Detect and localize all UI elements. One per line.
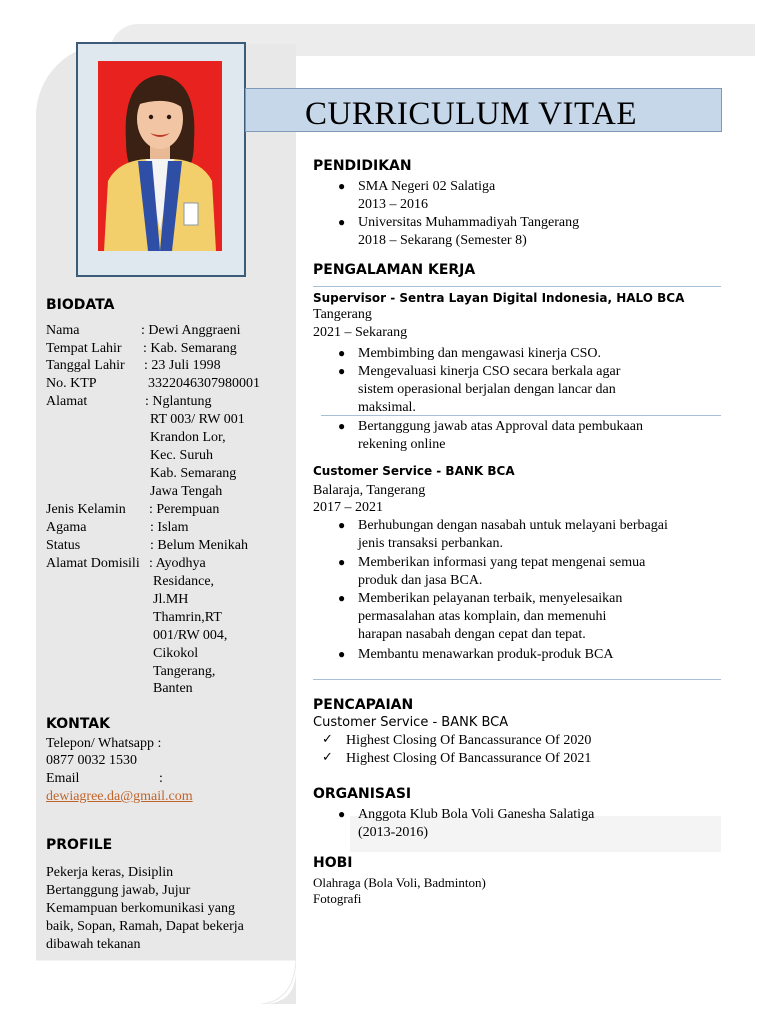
biodata-label: Nama <box>46 323 80 338</box>
bullet-icon: ● <box>338 346 346 360</box>
profile-line: Pekerja keras, Disiplin <box>46 865 174 880</box>
biodata-value: : 23 Juli 1998 <box>144 358 221 373</box>
bullet-icon: ● <box>338 518 346 532</box>
biodata-value: : Islam <box>150 520 189 535</box>
pencapaian-heading: PENCAPAIAN <box>313 697 414 713</box>
check-icon: ✓ <box>322 731 333 746</box>
job-duty: Bertanggung jawab atas Approval data pembukaan <box>358 419 643 434</box>
bullet-icon: ● <box>338 179 346 193</box>
achievement-item: Highest Closing Of Bancassurance Of 2020 <box>346 733 592 748</box>
school-years: 2013 – 2016 <box>358 197 428 212</box>
biodata-label: Tanggal Lahir <box>46 358 125 373</box>
job-duty: Membimbing dan mengawasi kinerja CSO. <box>358 346 602 361</box>
address-line: Kec. Suruh <box>150 448 213 463</box>
check-icon: ✓ <box>322 749 333 764</box>
biodata-label: No. KTP <box>46 376 97 391</box>
address-line: RT 003/ RW 001 <box>150 412 245 427</box>
address-line: Jawa Tengah <box>150 484 223 499</box>
school-name: Universitas Muhammadiyah Tangerang <box>358 215 580 230</box>
job-duty: Memberikan pelayanan terbaik, menyelesaikan <box>358 591 623 606</box>
divider <box>321 415 721 416</box>
domicile-line: 001/RW 004, <box>153 628 228 643</box>
job-period: 2017 – 2021 <box>313 500 383 515</box>
hobby-line: Fotografi <box>313 891 362 906</box>
profile-line: baik, Sopan, Ramah, Dapat bekerja <box>46 919 244 934</box>
domicile-line: Thamrin,RT <box>153 610 222 625</box>
job-period: 2021 – Sekarang <box>313 325 408 340</box>
hobby-line: Olahraga (Bola Voli, Badminton) <box>313 875 486 890</box>
biodata-value: : Ayodhya <box>149 556 206 571</box>
divider <box>313 286 721 287</box>
bullet-icon: ● <box>338 419 346 433</box>
school-years: 2018 – Sekarang (Semester 8) <box>358 233 527 248</box>
job-duty: jenis transaksi perbankan. <box>358 536 504 551</box>
domicile-line: Jl.MH <box>153 592 189 607</box>
biodata-value: : Kab. Semarang <box>143 341 237 356</box>
school-name: SMA Negeri 02 Salatiga <box>358 179 496 194</box>
biodata-label: Status <box>46 538 81 553</box>
biodata-label: Tempat Lahir <box>46 341 122 356</box>
biodata-heading: BIODATA <box>46 297 115 313</box>
phone-label: Telepon/ Whatsapp : <box>46 736 162 751</box>
address-line: Kab. Semarang <box>150 466 237 481</box>
biodata-value: : Dewi Anggraeni <box>141 323 241 338</box>
job-title: Customer Service - BANK BCA <box>313 464 515 478</box>
email-link[interactable]: dewiagree.da@gmail.com <box>46 789 193 804</box>
organization-line: (2013-2016) <box>358 825 428 840</box>
job-duty: Membantu menawarkan produk-produk BCA <box>358 647 614 662</box>
organisasi-heading: ORGANISASI <box>313 786 412 802</box>
biodata-label: Jenis Kelamin <box>46 502 126 517</box>
job-duty: Mengevaluasi kinerja CSO secara berkala agar <box>358 364 621 379</box>
biodata-label: Alamat <box>46 394 88 409</box>
domicile-line: Residance, <box>153 574 215 589</box>
job-duty: permasalahan atas komplain, dan memenuhi <box>358 609 607 624</box>
hobi-heading: HOBI <box>313 855 353 871</box>
job-duty: Berhubungan dengan nasabah untuk melayani berbagai <box>358 518 668 533</box>
bullet-icon: ● <box>338 215 346 229</box>
job-title: Supervisor - Sentra Layan Digital Indonesia, HALO BCA <box>313 291 685 305</box>
biodata-label: Alamat Domisili <box>46 556 140 571</box>
pendidikan-heading: PENDIDIKAN <box>313 158 412 174</box>
divider <box>313 679 721 680</box>
email-label: Email <box>46 771 80 786</box>
email-colon: : <box>159 771 163 786</box>
job-duty: maksimal. <box>358 400 416 415</box>
kontak-heading: KONTAK <box>46 716 110 732</box>
profile-line: Bertanggung jawab, Jujur <box>46 883 191 898</box>
biodata-value: : Perempuan <box>149 502 220 517</box>
bullet-icon: ● <box>338 364 346 378</box>
job-duty: harapan nasabah dengan cepat dan tepat. <box>358 627 586 642</box>
page-title: CURRICULUM VITAE <box>305 96 638 132</box>
job-duty: sistem operasional berjalan dengan lancar dan <box>358 382 616 397</box>
address-line: Krandon Lor, <box>150 430 226 445</box>
biodata-value: 3322046307980001 <box>148 376 260 391</box>
bullet-icon: ● <box>338 807 346 821</box>
achievement-subtitle: Customer Service - BANK BCA <box>313 715 509 730</box>
biodata-label: Agama <box>46 520 87 535</box>
job-duty: rekening online <box>358 437 446 452</box>
phone-number: 0877 0032 1530 <box>46 753 137 768</box>
profile-line: dibawah tekanan <box>46 937 141 952</box>
domicile-line: Tangerang, <box>153 664 216 679</box>
profile-photo <box>98 61 222 251</box>
achievement-item: Highest Closing Of Bancassurance Of 2021 <box>346 751 592 766</box>
profile-heading: PROFILE <box>46 837 113 853</box>
job-duty: Memberikan informasi yang tepat mengenai semua <box>358 555 646 570</box>
domicile-line: Cikokol <box>153 646 199 661</box>
bullet-icon: ● <box>338 591 346 605</box>
sidebar-bottom-curve <box>36 960 296 1004</box>
pengalaman-heading: PENGALAMAN KERJA <box>313 262 476 278</box>
biodata-value: : Belum Menikah <box>150 538 248 553</box>
job-location: Balaraja, Tangerang <box>313 483 426 498</box>
job-location: Tangerang <box>313 307 372 322</box>
biodata-value: : Nglantung <box>145 394 212 409</box>
domicile-line: Banten <box>153 681 193 696</box>
bullet-icon: ● <box>338 555 346 569</box>
profile-line: Kemampuan berkomunikasi yang <box>46 901 235 916</box>
organization-line: Anggota Klub Bola Voli Ganesha Salatiga <box>358 807 595 822</box>
job-duty: produk dan jasa BCA. <box>358 573 483 588</box>
bullet-icon: ● <box>338 647 346 661</box>
